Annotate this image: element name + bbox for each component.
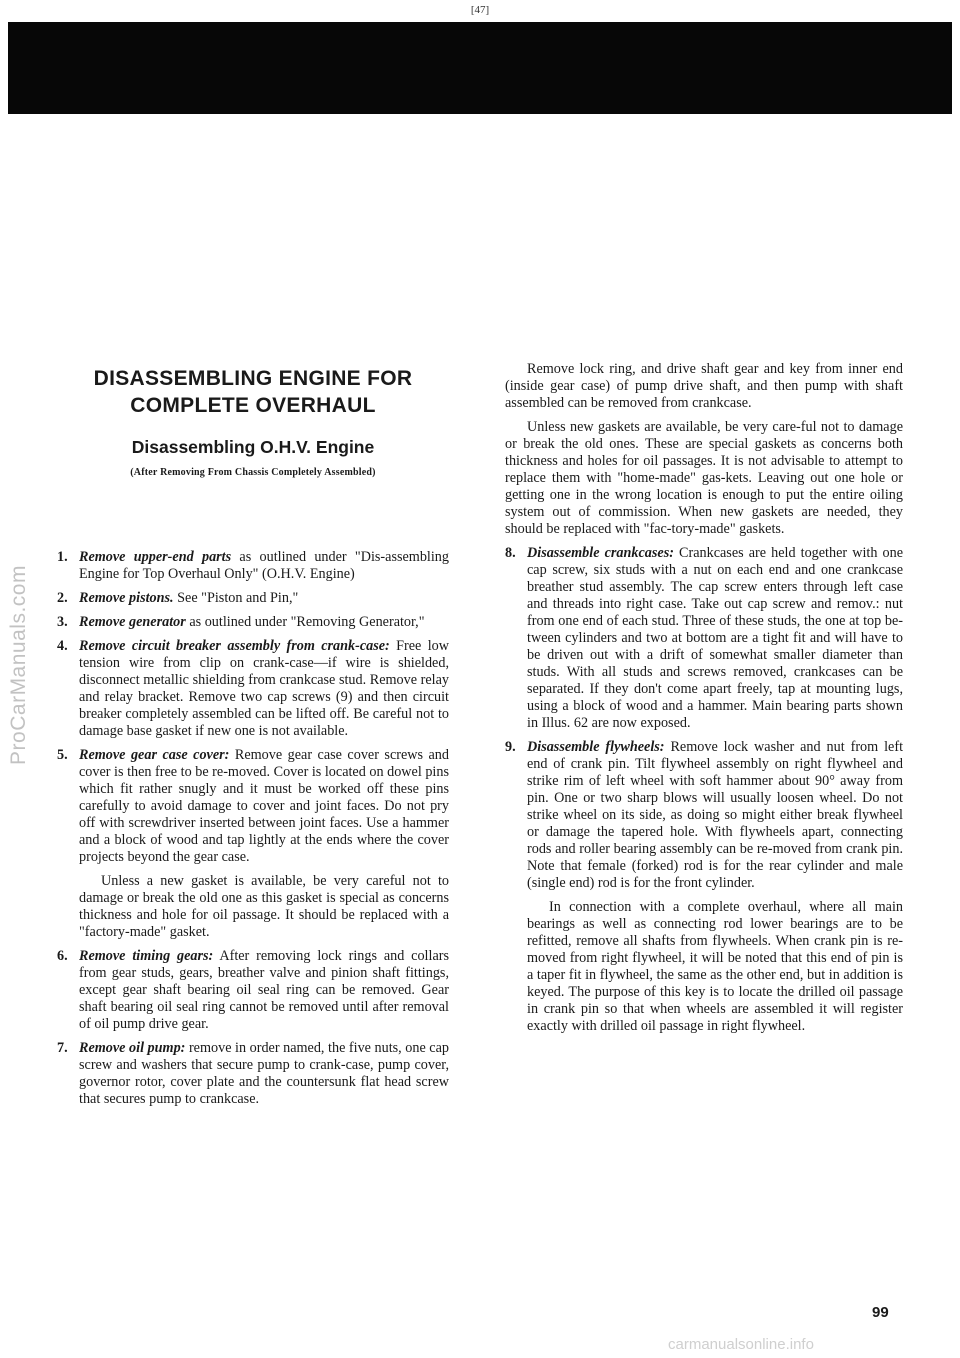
step-lead: Remove oil pump: [79,1040,186,1056]
step-number: 4. [57,638,68,654]
footer-watermark: carmanualsonline.info [668,1336,814,1353]
step-number: 2. [57,590,68,606]
step-number: 1. [57,549,68,565]
step-lead: Remove upper-end parts [79,549,232,565]
step-item [57,948,449,1033]
page-number: 99 [872,1304,889,1321]
step-text: Crankcases are held together with one cap screw, six studs with a nut on each end and one crankcase breather stud assembly. The cap screw enters through left case and threads into right case. Take out cap screw and remov.: nut from one end of each stud. Three of these studs, the one at top be-tween cylinders and two at bottom are a tight fit and will have to be driven out with a drift of somewhat smaller diameter than studs. With all studs and screws removed, crankcases can be separated. If they don't come apart freely, tap at mounting lugs, using a block of wood and a hammer. Main bearing parts shown in Illus. 62 are now exposed. [527,545,903,731]
right-column [505,355,903,1042]
step-lead: Remove circuit breaker assembly from crank-case: [79,638,390,654]
step-item [57,747,449,866]
step-text: remove in order named, the five nuts, one cap screw and washers that secure pump to crank-case, pump cover, governor rotor, cover plate and the countersunk flat head screw that secures pump to crankcase. [79,1040,449,1107]
step-number: 5. [57,747,68,763]
section-title-line-2: COMPLETE OVERHAUL [130,394,376,417]
step-number: 6. [57,948,68,964]
header-black-band [8,22,952,114]
right-gaskets-paragraph: Unless new gaskets are available, be very care-ful not to damage or break the old ones. These are special gaskets as concerns both thickness and holes for oil passages. It is not advisable to attempt to replace them with "home-made" gas-kets. Leaving out one hole or getting one in the wrong location is enough to put the entire oiling system out of commission. When new gaskets are needed, they should be replaced with "fac-tory-made" gaskets. [505,419,903,537]
step-number: 7. [57,1040,68,1056]
step-lead: Remove generator [79,614,186,630]
section-note: (After Removing From Chassis Completely Assembled) [130,467,376,478]
step-item [505,545,903,732]
side-watermark-text: ProCarManuals.com [7,565,30,765]
section-title [57,365,449,419]
step-item [57,614,449,631]
right-intro-paragraph: Remove lock ring, and drive shaft gear and key from inner end (inside gear case) of pump drive shaft, and then pump with shaft assembled can be removed from crankcase. [505,361,903,411]
step-number: 9. [505,739,516,755]
step-text: After removing lock rings and collars from gear studs, gears, breather valve and pinion shaft fittings, except gear shaft bearing oil seal ring can be removed. Gear shaft bearing oil seal ring cannot be removed until after removal of oil pump drive gear. [79,948,449,1032]
step-item [57,549,449,583]
step-lead: Remove gear case cover: [79,747,230,763]
step-number: 3. [57,614,68,630]
step-lead: Disassemble flywheels: [527,739,665,755]
step-item [57,590,449,607]
side-watermark [8,565,30,765]
step-lead: Remove timing gears: [79,948,214,964]
step-text: as outlined under "Dis-assembling Engine for Top Overhaul Only" (O.H.V. Engine) [79,549,449,582]
step-item [57,638,449,740]
right-final-paragraph: In connection with a complete overhaul, where all main bearings as well as connecting rod lower bearings are to be refitted, remove all shafts from flywheels. When crank pin is re-moved from right flywheel, it will be noted that this end of pin is a taper fit in flywheel, the same as the other end, but in addition is keyed. The purpose of this key is to locate the drilled oil passage in crank pin so that when wheels are assembled it will register exactly with drilled oil passage in right flywheel. [527,899,903,1034]
step-text: Free low tension wire from clip on crank-case—if wire is shielded, disconnect metallic shielding from crankcase stud. Remove relay and relay bracket. Remove two cap screws (9) and then circuit breaker completely assembled can be lifted off. Be careful not to damage base gasket if new one is not available. [79,638,449,739]
step-item [57,1040,449,1108]
step-list-left [57,549,449,1108]
step-lead: Remove pistons. [79,590,174,606]
step-text: as outlined under "Removing Generator," [185,614,425,630]
left-column [57,355,449,1115]
step-text: Remove gear case cover screws and cover is then free to be re-moved. Cover is located on dowel pins which fit rather snugly and it must be worked off these pins carefully to avoid damage to cover and joint faces. Do not pry off with screwdriver inserted between joint faces. Use a hammer and a block of wood and tap lightly at the ends where the cover projects beyond the gear case. [79,747,449,865]
step-text: Remove lock washer and nut from left end of crank pin. Tilt flywheel assembly on right flywheel and strike rim of left wheel with soft hammer about 90° away from pin. One or two sharp blows will usually loosen wheel. Do not strike wheel on its side, as doing so might either break flywheel or damage the tapered hole. With flywheels apart, connecting rods and roller bearing assembly can be re-moved from crank pin. Note that female (forked) rod is for the rear cylinder and male (single end) rod is for the front cylinder. [527,739,904,891]
section-title-line-1: DISASSEMBLING ENGINE FOR [93,367,413,390]
step-number: 8. [505,545,516,561]
step-text: See "Piston and Pin," [173,590,299,606]
gasket-note-paragraph: Unless a new gasket is available, be very careful not to damage or break the old one as this gasket is special as concerns thickness and hole for oil passage. It should be replaced with a "factory-made" gasket. [79,873,449,940]
step-lead: Disassemble crankcases: [527,545,674,561]
step-item [505,739,903,892]
section-subtitle: Disassembling O.H.V. Engine [131,437,375,457]
page-reference: [47] [470,4,490,16]
